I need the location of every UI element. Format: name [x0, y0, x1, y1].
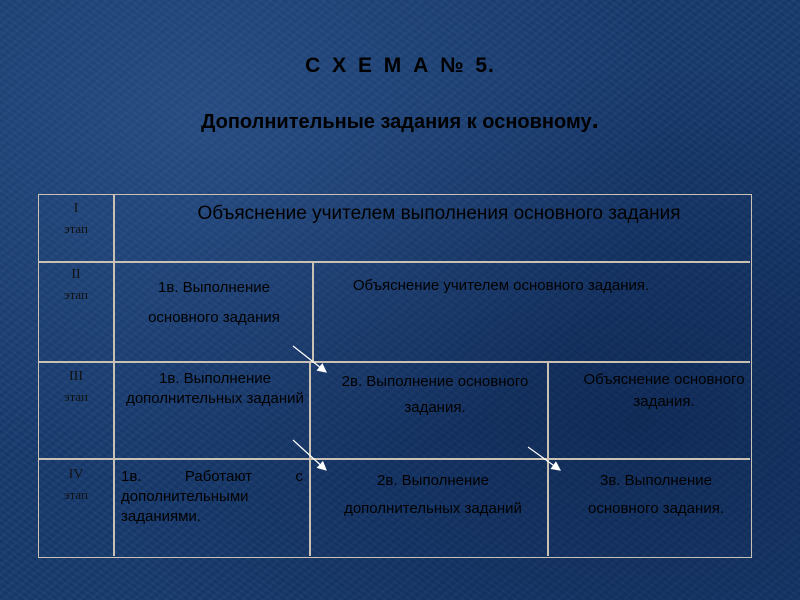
schema-title: С Х Е М А № 5.: [305, 54, 495, 77]
stage-label: этап: [64, 221, 88, 236]
stage-4-variant-2: 2в. Выполнение дополнительных заданий: [344, 472, 522, 517]
stage-4-variant-3: 3в. Выполнение основного задания.: [588, 472, 724, 517]
stage-number: III: [69, 369, 83, 384]
stage-number: I: [73, 201, 79, 216]
stage-2-teacher: Объяснение учителем основного задания.: [352, 277, 650, 294]
stage-label: этап: [64, 287, 88, 302]
stage-label: этап: [64, 487, 88, 502]
stage-label: этап: [64, 389, 88, 404]
subtitle-text: Дополнительные задания к основному: [201, 111, 592, 133]
stage-4-variant-1: 1в. Работают с дополнительными заданиями.: [121, 468, 303, 525]
arrow-icon: [293, 346, 326, 372]
stage-1-description: Объяснение учителем выполнения основного задания: [197, 203, 681, 224]
stage-3-teacher: Объяснение основного задания.: [583, 371, 745, 410]
subtitle-dot: .: [591, 104, 599, 134]
stage-3-variant-1: 1в. Выполнение дополнительных заданий: [126, 370, 304, 407]
stage-3-variant-2: 2в. Выполнение основного задания.: [341, 373, 529, 416]
arrow-icon: [293, 440, 326, 470]
stage-2-variant-1: 1в. Выполнение основного задания: [148, 279, 280, 326]
arrow-icon: [528, 447, 560, 470]
stage-number: IV: [68, 467, 84, 482]
stage-number: II: [71, 267, 81, 282]
